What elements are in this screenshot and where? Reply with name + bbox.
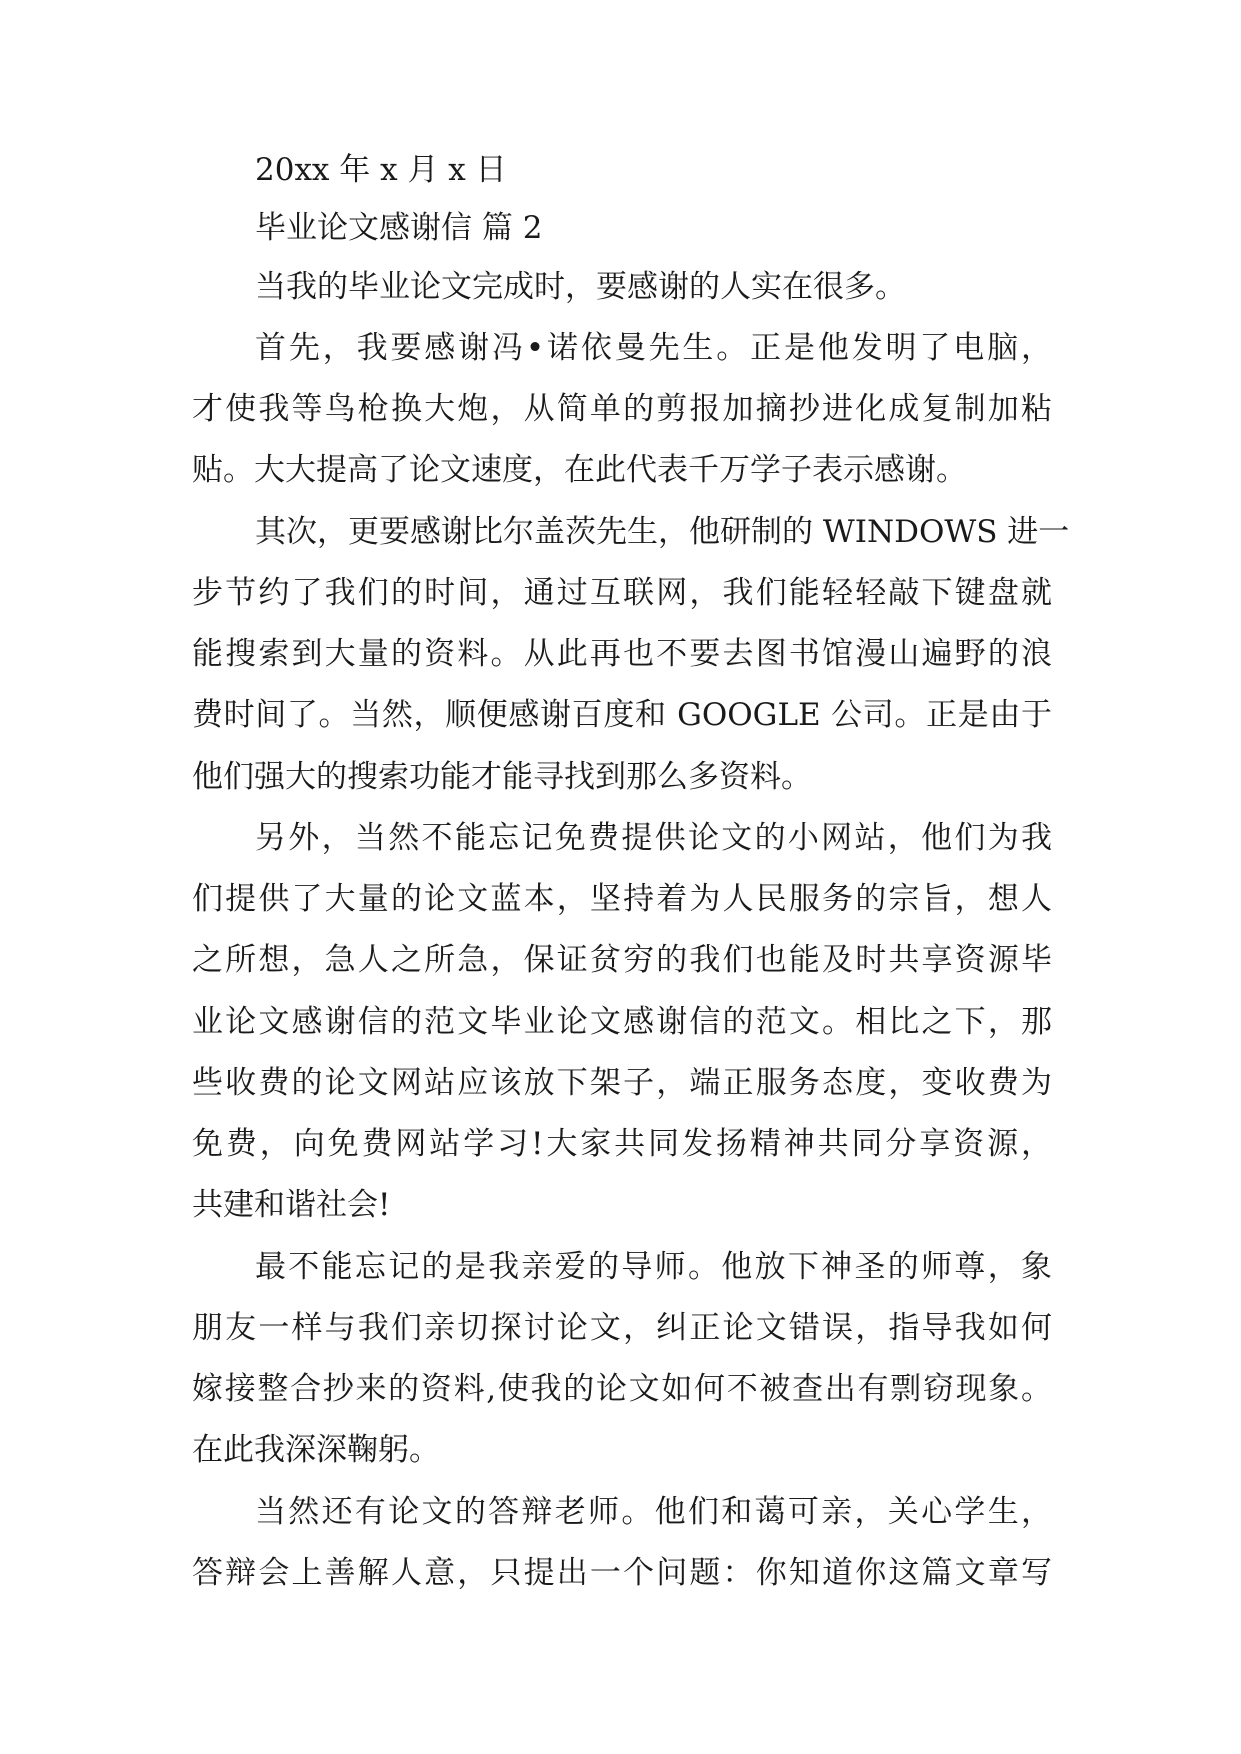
paragraph-line: 能搜索到大量的资料。从此再也不要去图书馆漫山遍野的浪	[192, 636, 1052, 672]
date-line: 20xx 年 x 月 x 日	[255, 152, 507, 188]
paragraph-line: 免费，向免费网站学习!大家共同发扬精神共同分享资源，	[192, 1126, 1052, 1162]
paragraph-line: 当然还有论文的答辩老师。他们和蔼可亲，关心学生，	[255, 1494, 1052, 1530]
paragraph-line: 费时间了。当然，顺便感谢百度和 GOOGLE 公司。正是由于	[192, 697, 1052, 733]
paragraph-line: 他们强大的搜索功能才能寻找到那么多资料。	[192, 759, 812, 795]
paragraph-line: 步节约了我们的时间，通过互联网，我们能轻轻敲下键盘就	[192, 575, 1052, 611]
paragraph-line: 首先，我要感谢冯•诺依曼先生。正是他发明了电脑，	[255, 330, 1052, 366]
paragraph-line: 其次，更要感谢比尔盖茨先生，他研制的 WINDOWS 进一	[255, 514, 1070, 550]
paragraph-line: 些收费的论文网站应该放下架子，端正服务态度，变收费为	[192, 1065, 1052, 1101]
paragraph-line: 之所想，急人之所急，保证贫穷的我们也能及时共享资源毕	[192, 942, 1052, 978]
paragraph-line: 答辩会上善解人意，只提出一个问题：你知道你这篇文章写	[192, 1555, 1052, 1591]
paragraph-line: 另外，当然不能忘记免费提供论文的小网站，他们为我	[255, 820, 1052, 856]
paragraph-line: 嫁接整合抄来的资料,使我的论文如何不被查出有剽窃现象。	[192, 1371, 1052, 1407]
paragraph-line: 才使我等鸟枪换大炮，从简单的剪报加摘抄进化成复制加粘	[192, 391, 1052, 427]
paragraph-line: 共建和谐社会!	[192, 1187, 391, 1223]
section-title: 毕业论文感谢信 篇 2	[255, 210, 543, 246]
paragraph-line: 朋友一样与我们亲切探讨论文，纠正论文错误，指导我如何	[192, 1310, 1052, 1346]
paragraph-line: 贴。大大提高了论文速度，在此代表千万学子表示感谢。	[192, 452, 967, 488]
paragraph-line: 当我的毕业论文完成时，要感谢的人实在很多。	[255, 269, 906, 305]
paragraph-line: 在此我深深鞠躬。	[192, 1432, 440, 1468]
paragraph-line: 们提供了大量的论文蓝本，坚持着为人民服务的宗旨，想人	[192, 881, 1052, 917]
paragraph-line: 最不能忘记的是我亲爱的导师。他放下神圣的师尊，象	[255, 1249, 1052, 1285]
paragraph-line: 业论文感谢信的范文毕业论文感谢信的范文。相比之下，那	[192, 1004, 1052, 1040]
